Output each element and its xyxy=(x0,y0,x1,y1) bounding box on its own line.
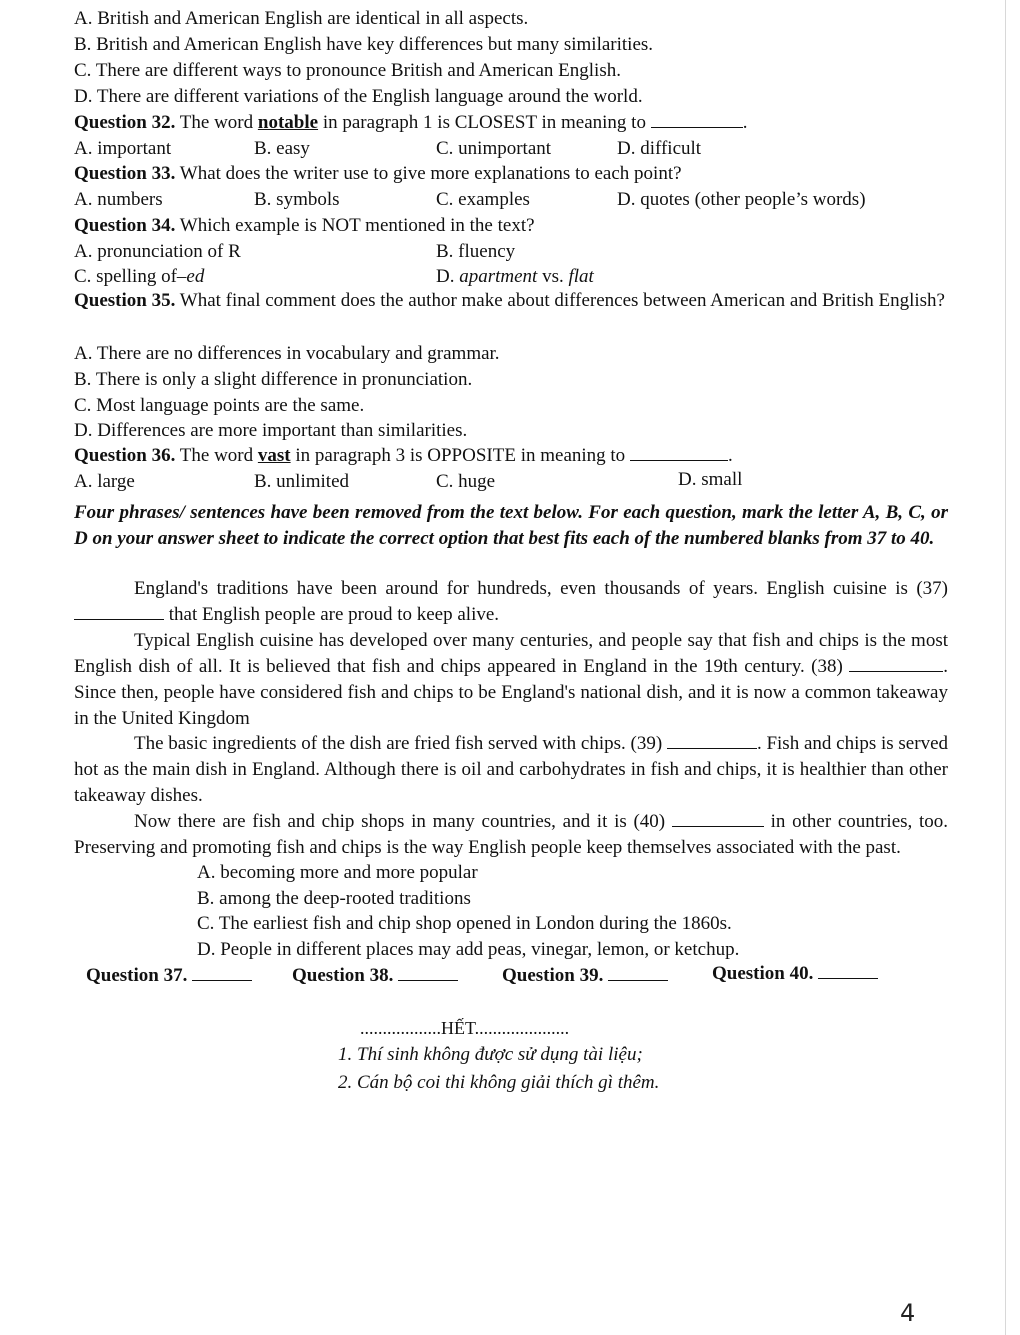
answer-slot-40-blank[interactable] xyxy=(818,962,878,979)
q34-c-italic: –ed xyxy=(176,266,205,287)
answer-slot-39 xyxy=(502,963,668,989)
p4-post: in other countries, too. Preserving and promoting fish and chips is the way English people keep themselves associated with the past. xyxy=(74,811,949,858)
q34-d-pre: D. xyxy=(436,266,455,287)
q31-option-a: A. British and American English are identical in all aspects. xyxy=(74,8,529,29)
passage-paragraph-3 xyxy=(74,731,948,809)
q36-option-b: B. unlimited xyxy=(254,471,349,492)
page-edge xyxy=(1005,0,1006,1335)
q34-option-d xyxy=(436,264,594,290)
q33-option-a: A. numbers xyxy=(74,189,163,210)
q33-stem xyxy=(74,161,682,187)
blank-39 xyxy=(667,732,757,749)
p4-pre: Now there are fish and chip shops in many countries, and it is (40) xyxy=(134,811,666,832)
q34-option-a: A. pronunciation of R xyxy=(74,241,241,262)
q36-stem-pre: The word xyxy=(179,445,254,466)
answer-slot-37-blank[interactable] xyxy=(192,964,252,981)
p3-pre: The basic ingredients of the dish are fried fish served with chips. (39) xyxy=(134,733,663,754)
q31-option-d: D. There are different variations of the English language around the world. xyxy=(74,86,643,107)
q32-option-b: B. easy xyxy=(254,138,310,159)
q32-end: . xyxy=(742,112,748,133)
q31-option-c: C. There are different ways to pronounce British and American English. xyxy=(74,60,621,81)
q33-option-c: C. examples xyxy=(436,189,530,210)
answer-slot-39-blank[interactable] xyxy=(608,964,668,981)
passage-paragraph-2 xyxy=(74,628,948,732)
q34-d-italic2: flat xyxy=(568,266,594,287)
q34-option-b: B. fluency xyxy=(436,241,516,262)
q32-key-word: notable xyxy=(257,112,319,133)
q33-option-b: B. symbols xyxy=(254,189,340,210)
fill-option-b: B. among the deep-rooted traditions xyxy=(197,888,471,909)
q35-option-a: A. There are no differences in vocabulary and grammar. xyxy=(74,343,500,364)
q35-stem xyxy=(74,288,948,314)
answer-slot-38 xyxy=(292,963,458,989)
p2-post: . Since then, people have considered fish and chips to be England's national dish, and it is now a common takeaway in the United Kingdom xyxy=(74,656,948,729)
q36-option-c: C. huge xyxy=(436,471,496,492)
q34-c-pre: C. spelling of xyxy=(74,266,177,287)
q36-option-a: A. large xyxy=(74,471,135,492)
q34-option-c xyxy=(74,264,204,290)
q36-stem xyxy=(74,443,733,469)
q34-d-italic: apartment xyxy=(459,266,538,287)
blank-38 xyxy=(849,655,943,672)
q32-stem-post: in paragraph 1 is CLOSEST in meaning to xyxy=(322,112,646,133)
q35-option-c: C. Most language points are the same. xyxy=(74,395,365,416)
blank-40 xyxy=(672,810,764,827)
passage-paragraph-1 xyxy=(74,576,948,628)
q36-stem-post: in paragraph 3 is OPPOSITE in meaning to xyxy=(295,445,626,466)
note-2: 2. Cán bộ coi thi không giải thích gì thêm. xyxy=(338,1072,660,1093)
cloze-instructions: Four phrases/ sentences have been removed from the text below. For each question, mark the letter A, B, C, or D on your answer sheet to indicate the correct option that best fits each of the numbered blanks from 37 to 40. xyxy=(74,502,948,549)
q31-option-b: B. British and American English have key differences but many similarities. xyxy=(74,34,654,55)
q36-blank xyxy=(630,444,728,461)
q32-option-a: A. important xyxy=(74,138,172,159)
q36-option-d: D. small xyxy=(678,469,743,490)
answer-slot-40 xyxy=(712,961,878,987)
fill-option-c: C. The earliest fish and chip shop opened in London during the 1860s. xyxy=(197,913,732,934)
fill-option-d: D. People in different places may add peas, vinegar, lemon, or ketchup. xyxy=(197,939,740,960)
answer-slot-37 xyxy=(86,963,252,989)
answer-slot-38-blank[interactable] xyxy=(398,964,458,981)
p2-pre: Typical English cuisine has developed over many centuries, and people say that fish and chips is the most English dish of all. It is believed that fish and chips appeared in England in the 19th century. (38) xyxy=(74,630,948,677)
note-1: 1. Thí sinh không được sử dụng tài liệu; xyxy=(338,1044,643,1065)
q35-option-b: B. There is only a slight difference in pronunciation. xyxy=(74,369,473,390)
answer-slot-38-label: Question 38. xyxy=(292,965,394,986)
p1-post: that English people are proud to keep alive. xyxy=(168,604,500,625)
q34-label: Question 34. xyxy=(74,215,176,236)
q33-label: Question 33. xyxy=(74,163,176,184)
blank-37 xyxy=(74,603,164,620)
q32-blank xyxy=(651,111,743,128)
answer-slot-37-label: Question 37. xyxy=(86,965,188,986)
q35-label: Question 35. xyxy=(74,290,176,311)
q33-option-d: D. quotes (other people’s words) xyxy=(617,189,866,210)
q34-stem-text: Which example is NOT mentioned in the text? xyxy=(179,215,535,236)
q32-option-c: C. unimportant xyxy=(436,138,552,159)
fill-option-a: A. becoming more and more popular xyxy=(197,862,478,883)
q32-option-d: D. difficult xyxy=(617,138,702,159)
q32-label: Question 32. xyxy=(74,112,176,133)
q33-stem-text: What does the writer use to give more explanations to each point? xyxy=(179,163,682,184)
p1-pre: England's traditions have been around for hundreds, even thousands of years. English cuisine is (37) xyxy=(134,578,948,599)
page-number: 4 xyxy=(900,1299,916,1327)
q32-stem xyxy=(74,110,747,136)
q36-end: . xyxy=(727,445,733,466)
answer-slot-39-label: Question 39. xyxy=(502,965,604,986)
q32-stem-pre: The word xyxy=(179,112,254,133)
q35-option-d: D. Differences are more important than similarities. xyxy=(74,420,468,441)
q36-key-word: vast xyxy=(257,445,291,466)
q36-label: Question 36. xyxy=(74,445,176,466)
q34-stem xyxy=(74,213,535,239)
p3-post: . Fish and chips is served hot as the main dish in England. Although there is oil and carbohydrates in fish and chips, it is healthier than other takeaway dishes. xyxy=(74,733,949,806)
q35-stem-text: What final comment does the author make about differences between American and British English? xyxy=(179,290,945,311)
answer-slot-40-label: Question 40. xyxy=(712,963,814,984)
end-mark: ..................HẾT..................... xyxy=(360,1018,570,1038)
q34-d-mid: vs. xyxy=(542,266,564,287)
passage-paragraph-4 xyxy=(74,809,948,861)
